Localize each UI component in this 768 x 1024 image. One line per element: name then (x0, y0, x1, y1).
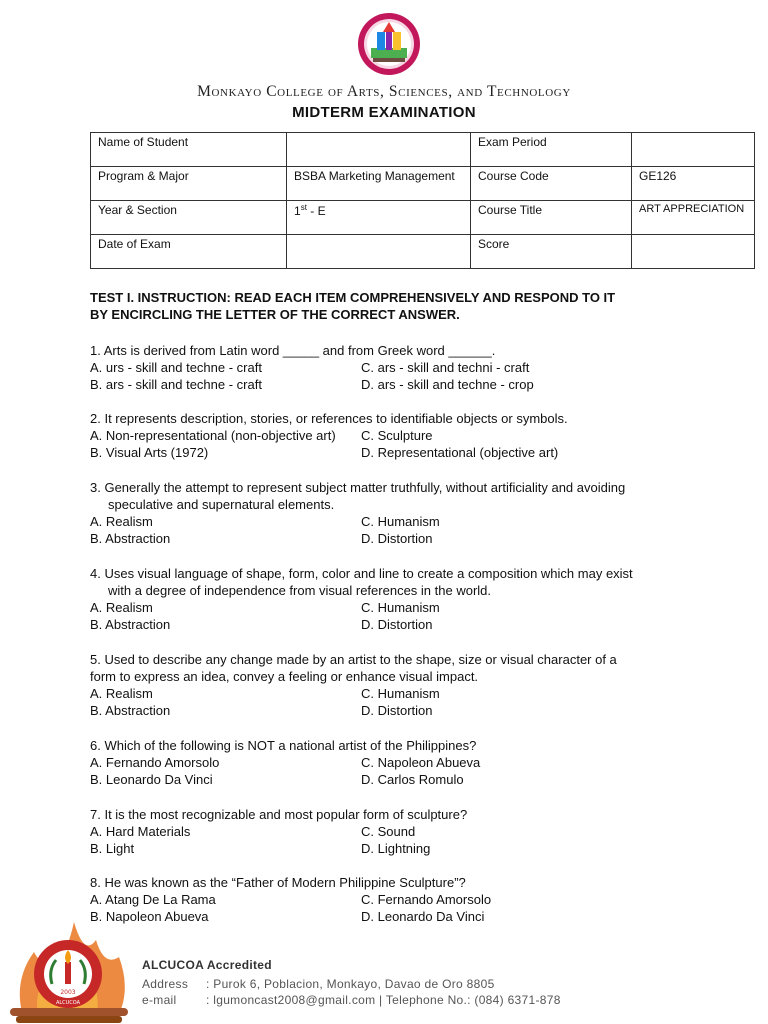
course-code-label: Course Code (471, 167, 632, 201)
option-a[interactable]: A. Atang De La Rama (90, 892, 216, 907)
exam-title: MIDTERM EXAMINATION (292, 104, 476, 121)
option-d[interactable]: D. Lightning (361, 841, 431, 856)
option-a[interactable]: A. urs - skill and techne - craft (90, 360, 262, 375)
option-b[interactable]: B. Napoleon Abueva (90, 909, 209, 924)
option-b[interactable]: B. Abstraction (90, 703, 171, 718)
section-letter: - E (306, 204, 326, 218)
question-stem-continued: speculative and supernatural elements. (108, 497, 335, 512)
question-stem: 6. Which of the following is NOT a national artist of the Philippines? (90, 738, 477, 753)
exam-period-label: Exam Period (471, 133, 632, 167)
name-of-student-field[interactable] (287, 133, 471, 167)
question-stem: 7. It is the most recognizable and most popular form of sculpture? (90, 807, 468, 822)
course-title-value: ART APPRECIATION (632, 201, 755, 235)
alcucoa-seal-icon (4, 912, 134, 1024)
option-a[interactable]: A. Realism (90, 686, 153, 701)
option-b[interactable]: B. Abstraction (90, 531, 171, 546)
option-b[interactable]: B. Leonardo Da Vinci (90, 772, 213, 787)
option-d[interactable]: D. Representational (objective art) (361, 445, 559, 460)
program-major-label: Program & Major (91, 167, 287, 201)
exam-period-field[interactable] (632, 133, 755, 167)
option-a[interactable]: A. Non-representational (non-objective art) (90, 428, 336, 443)
option-c[interactable]: C. Napoleon Abueva (361, 755, 481, 770)
email-value: : lgumoncast2008@gmail.com | Telephone No.: (084) 6371-878 (206, 993, 561, 1007)
seal-name: ALCUCOA (55, 1000, 81, 1006)
score-field[interactable] (632, 235, 755, 269)
option-d[interactable]: D. ars - skill and techne - crop (361, 377, 534, 392)
question-stem: 2. It represents description, stories, or references to identifiable objects or symbols. (90, 411, 568, 426)
question-1 (90, 342, 690, 393)
option-d[interactable]: D. Leonardo Da Vinci (361, 909, 485, 924)
option-b[interactable]: B. ars - skill and techne - craft (90, 377, 262, 392)
accreditation-label: ALCUCOA Accredited (142, 958, 272, 972)
address-line (142, 977, 495, 991)
seal-year: 2003 (60, 989, 76, 996)
option-c[interactable]: C. ars - skill and techni - craft (361, 360, 530, 375)
table-row (91, 201, 755, 235)
year-section-label: Year & Section (91, 201, 287, 235)
question-stem: 5. Used to describe any change made by an artist to the shape, size or visual character of a (90, 652, 617, 667)
course-code-value: GE126 (632, 167, 755, 201)
option-d[interactable]: D. Distortion (361, 531, 433, 546)
course-title-label: Course Title (471, 201, 632, 235)
option-c[interactable]: C. Humanism (361, 686, 440, 701)
table-row (91, 235, 755, 269)
question-4 (90, 565, 690, 633)
option-a[interactable]: A. Hard Materials (90, 824, 191, 839)
score-label: Score (471, 235, 632, 269)
program-major-value: BSBA Marketing Management (287, 167, 471, 201)
table-row (91, 167, 755, 201)
email-line (142, 993, 561, 1007)
year-number: 1 (294, 204, 301, 218)
option-c[interactable]: C. Fernando Amorsolo (361, 892, 492, 907)
question-stem: 3. Generally the attempt to represent subject matter truthfully, without artificiality and avoiding (90, 480, 626, 495)
option-d[interactable]: D. Distortion (361, 617, 433, 632)
email-label: e-mail (142, 993, 177, 1007)
question-stem-continued: with a degree of independence from visual references in the world. (108, 583, 491, 598)
instruction-line: TEST I. INSTRUCTION: READ EACH ITEM COMPREHENSIVELY AND RESPOND TO IT (90, 290, 616, 305)
address-label: Address (142, 977, 189, 991)
option-d[interactable]: D. Carlos Romulo (361, 772, 464, 787)
option-c[interactable]: C. Humanism (361, 514, 440, 529)
date-of-exam-label: Date of Exam (91, 235, 287, 269)
question-6 (90, 737, 690, 788)
option-b[interactable]: B. Visual Arts (1972) (90, 445, 209, 460)
option-b[interactable]: B. Abstraction (90, 617, 171, 632)
name-of-student-label: Name of Student (91, 133, 287, 167)
question-8 (90, 874, 690, 925)
college-name: Monkayo College of Arts, Sciences, and Technology (197, 83, 571, 100)
table-row (91, 133, 755, 167)
question-stem: 1. Arts is derived from Latin word _____ and from Greek word ______. (90, 343, 496, 358)
student-info-table (90, 132, 755, 269)
option-c[interactable]: C. Sculpture (361, 428, 433, 443)
question-2 (90, 410, 690, 461)
date-of-exam-field[interactable] (287, 235, 471, 269)
question-stem-continued: form to express an idea, convey a feeling or enhance visual impact. (90, 669, 479, 684)
address-value: : Purok 6, Poblacion, Monkayo, Davao de Oro 8805 (206, 977, 495, 991)
option-c[interactable]: C. Sound (361, 824, 416, 839)
year-suffix: st (300, 203, 307, 212)
option-d[interactable]: D. Distortion (361, 703, 433, 718)
question-5 (90, 651, 690, 719)
option-b[interactable]: B. Light (90, 841, 135, 856)
question-stem: 4. Uses visual language of shape, form, color and line to create a composition which may exist (90, 566, 633, 581)
question-3 (90, 479, 690, 547)
option-a[interactable]: A. Realism (90, 600, 153, 615)
question-stem: 8. He was known as the “Father of Modern Philippine Sculpture”? (90, 875, 466, 890)
college-logo-icon (357, 10, 421, 78)
year-section-value (287, 201, 471, 235)
question-7 (90, 806, 690, 857)
instruction-line: BY ENCIRCLING THE LETTER OF THE CORRECT ANSWER. (90, 307, 460, 322)
test-instruction (90, 289, 700, 323)
option-c[interactable]: C. Humanism (361, 600, 440, 615)
option-a[interactable]: A. Fernando Amorsolo (90, 755, 220, 770)
option-a[interactable]: A. Realism (90, 514, 153, 529)
